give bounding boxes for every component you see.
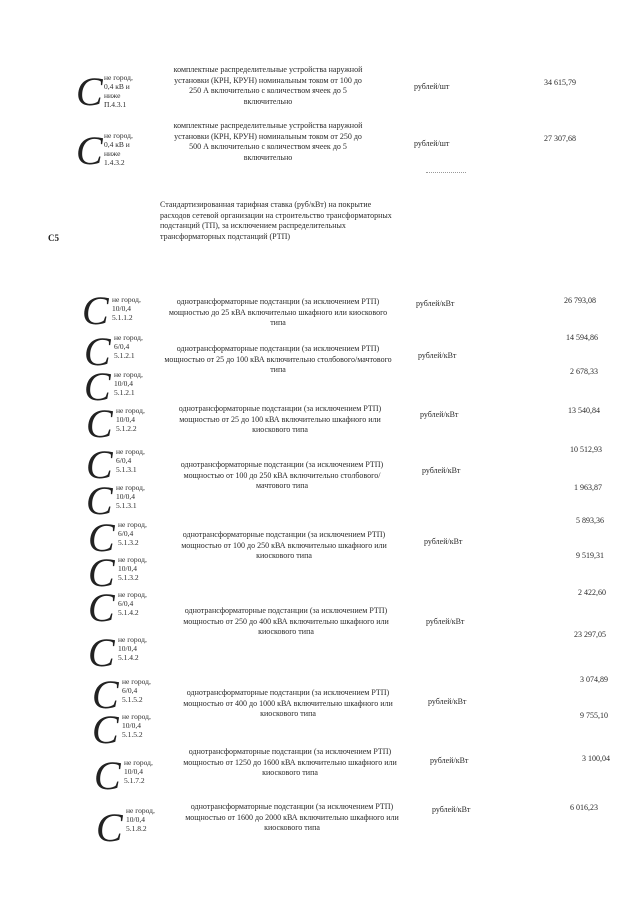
row-value: 23 297,05 xyxy=(574,630,606,639)
row-description: однотрансформаторные подстанции (за исключением РТП) мощностью от 100 до 250 кВА включительно столбового/мачтового типа xyxy=(180,460,384,490)
row-value: 13 540,84 xyxy=(568,406,600,415)
row-value: 9 519,31 xyxy=(576,551,604,560)
scan-artifact xyxy=(426,172,466,176)
row-code: не город, 10/0,4 5.1.2.2 xyxy=(116,406,145,433)
row-code: не город, 10/0,4 5.1.7.2 xyxy=(124,758,153,785)
row-unit: рублей/кВт xyxy=(428,697,467,706)
row-code: не город, 10/0,4 5.1.4.2 xyxy=(118,635,147,662)
section-intro: Стандартизированная тарифная ставка (руб/кВт) на покрытие расходов сетевой организации на строительство трансформаторных подстанций (ТП), за исключением распределительных трансформаторных подстанций (РТП) xyxy=(160,200,392,241)
row-unit: рублей/кВт xyxy=(418,351,457,360)
letter-c-mark: C xyxy=(96,805,123,850)
row-code: не город, 6/0,4 5.1.3.2 xyxy=(118,520,147,547)
letter-c-mark: C xyxy=(88,585,115,630)
row-unit: рублей/кВт xyxy=(420,410,459,419)
row-unit: рублей/шт xyxy=(414,82,450,91)
letter-c-mark: C xyxy=(92,672,119,717)
row-value: 1 963,87 xyxy=(574,483,602,492)
row-value: 3 074,89 xyxy=(580,675,608,684)
row-description: однотрансформаторные подстанции (за исключением РТП) мощностью от 25 до 100 кВА включительно шкафного или киоскового типа xyxy=(178,404,382,434)
section-label: C5 xyxy=(48,233,59,243)
letter-c-mark: C xyxy=(86,478,113,523)
row-value: 6 016,23 xyxy=(570,803,598,812)
letter-c-mark: C xyxy=(92,707,119,752)
letter-c-mark: C xyxy=(76,128,103,173)
row-value: 10 512,93 xyxy=(570,445,602,454)
row-value: 9 755,10 xyxy=(580,711,608,720)
row-code: не город, 6/0,4 5.1.2.1 xyxy=(114,333,143,360)
row-description: однотрансформаторные подстанции (за исключением РТП) мощностью от 400 до 1000 кВА включительно шкафного или киоскового типа xyxy=(183,688,393,718)
row-value: 14 594,86 xyxy=(566,333,598,342)
letter-c-mark: C xyxy=(84,329,111,374)
row-value: 34 615,79 xyxy=(544,78,576,87)
row-description: комплектные распределительные устройства наружной установки (КРН, КРУН) номинальным током от 250 до 500 А включительно с количеством ячеек до 5 включительно xyxy=(173,121,363,162)
row-unit: рублей/кВт xyxy=(416,299,455,308)
letter-c-mark: C xyxy=(88,515,115,560)
row-code: не город, 10/0,4 5.1.5.2 xyxy=(122,712,151,739)
row-code: не город, 10/0,4 5.1.3.2 xyxy=(118,555,147,582)
letter-c-mark: C xyxy=(86,401,113,446)
letter-c-mark: C xyxy=(86,442,113,487)
row-value: 5 893,36 xyxy=(576,516,604,525)
letter-c-mark: C xyxy=(88,630,115,675)
row-code: не город, 10/0,4 5.1.3.1 xyxy=(116,483,145,510)
letter-c-mark: C xyxy=(84,364,111,409)
row-value: 27 307,68 xyxy=(544,134,576,143)
letter-c-mark: C xyxy=(94,753,121,798)
row-code: не город, 10/0,4 5.1.8.2 xyxy=(126,806,155,833)
row-description: однотрансформаторные подстанции (за исключением РТП) мощностью от 250 до 400 кВА включительно шкафного или киоскового типа xyxy=(183,606,389,636)
row-unit: рублей/кВт xyxy=(430,756,469,765)
row-value: 2 422,60 xyxy=(578,588,606,597)
row-unit: рублей/шт xyxy=(414,139,450,148)
row-description: однотрансформаторные подстанции (за исключением РТП) мощностью от 25 до 100 кВА включительно столбового/мачтового типа xyxy=(164,344,392,374)
row-code: не город, 6/0,4 5.1.5.2 xyxy=(122,677,151,704)
row-code: не город, 10/0,4 5.1.1.2 xyxy=(112,295,141,322)
row-description: однотрансформаторные подстанции (за исключением РТП) мощностью до 25 кВА включительно шкафного или киоскового типа xyxy=(168,297,388,327)
row-unit: рублей/кВт xyxy=(426,617,465,626)
row-code: не город, 0,4 кВ и ниже П.4.3.1 xyxy=(104,73,133,109)
row-unit: рублей/кВт xyxy=(424,537,463,546)
row-unit: рублей/кВт xyxy=(432,805,471,814)
row-value: 26 793,08 xyxy=(564,296,596,305)
letter-c-mark: C xyxy=(82,288,109,333)
row-description: однотрансформаторные подстанции (за исключением РТП) мощностью от 1250 до 1600 кВА включительно шкафного или киоскового типа xyxy=(183,747,397,777)
row-code: не город, 0,4 кВ и ниже 1.4.3.2 xyxy=(104,131,133,167)
letter-c-mark: C xyxy=(76,69,103,114)
row-code: не город, 6/0,4 5.1.4.2 xyxy=(118,590,147,617)
row-code: не город, 10/0,4 5.1.2.1 xyxy=(114,370,143,397)
row-code: не город, 6/0,4 5.1.3.1 xyxy=(116,447,145,474)
row-description: однотрансформаторные подстанции (за исключением РТП) мощностью от 100 до 250 кВА включительно шкафного или киоскового типа xyxy=(181,530,387,560)
row-description: комплектные распределительные устройства наружной установки (КРН, КРУН) номинальным током от 100 до 250 А включительно с количеством ячеек до 5 включительно xyxy=(173,65,363,106)
row-value: 3 100,04 xyxy=(582,754,610,763)
row-unit: рублей/кВт xyxy=(422,466,461,475)
letter-c-mark: C xyxy=(88,550,115,595)
row-value: 2 678,33 xyxy=(570,367,598,376)
row-description: однотрансформаторные подстанции (за исключением РТП) мощностью от 1600 до 2000 кВА включительно шкафного или киоскового типа xyxy=(185,802,399,832)
